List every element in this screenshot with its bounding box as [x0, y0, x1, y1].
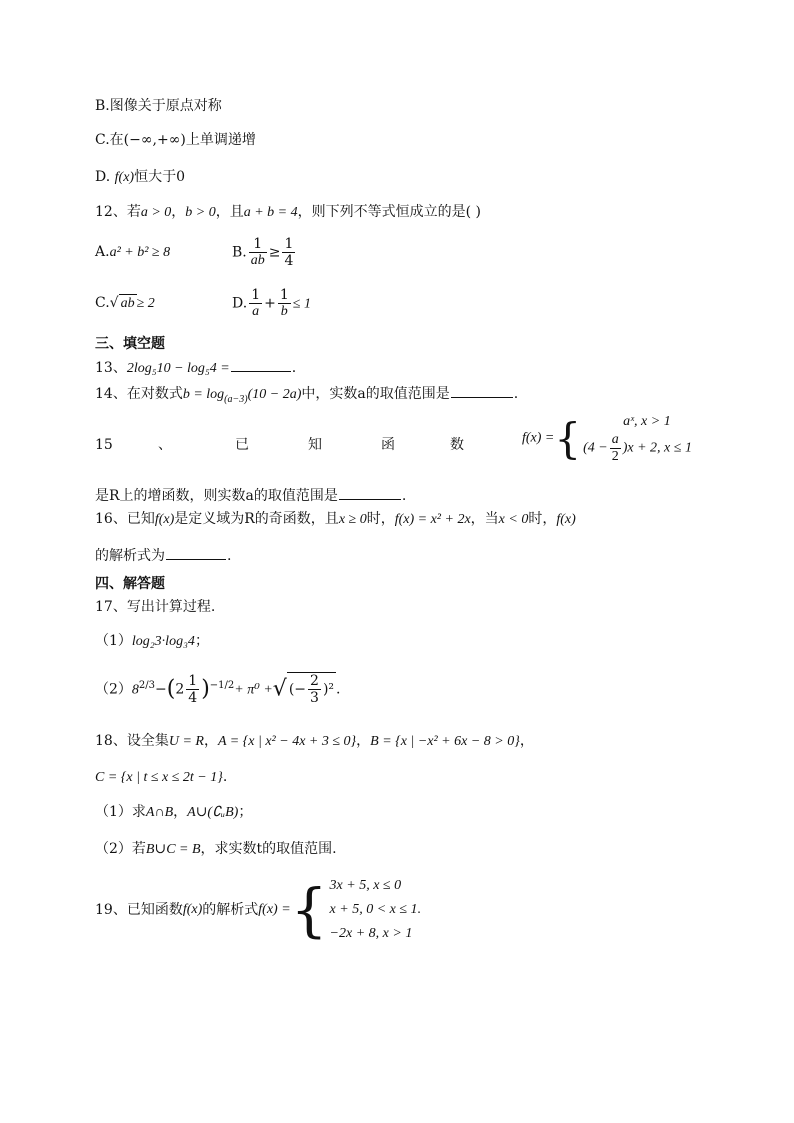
question-17: 17、写出计算过程. — [95, 599, 216, 615]
question-18-part1: （1）求A∩B，A∪(∁ᵤB)； — [95, 804, 253, 820]
q15-piecewise: f(x) ={ aˣ, x > 1 (4 − $\frac{a}{2}$ )x + 2, x ≤ 1 — [522, 413, 692, 464]
option-12-c: C.√ ab ≥ 2 — [95, 295, 155, 311]
fraction: $\frac{1}{b}$ — [279, 287, 289, 319]
question-17-part2: $(2)8^{2/3}-(2$ $\frac{1}{4}$ )$^{-1/2}$+ π⁰ +√ (− $\frac{2}{3}$ )² . — [95, 673, 341, 706]
question-18-set-c: C = {x | t ≤ x ≤ 2t − 1}. — [95, 769, 228, 785]
option-11-b: B.图像关于原点对称 — [95, 98, 222, 114]
question-19: 19、已知函数f(x)的解析式f(x) ={ 3x + 5, x ≤ 0 x + 5, 0 < x ≤ 1. −2x + 8, x > 1 — [95, 876, 422, 944]
sqrt-symbol: √ — [109, 295, 119, 311]
option-12-d: D. $\frac{1}{a}$ + $\frac{1}{b}$ ≤ 1 — [232, 287, 311, 319]
question-12: 12、若a > 0，b > 0，且a + b = 4，则下列不等式恒成立的是( ) — [95, 204, 482, 220]
left-brace: { — [290, 876, 328, 944]
question-14: 14、在对数式$b = \log_{(a-3)}(10 - 2a)$中，实数a的取值范围是 . — [95, 386, 519, 405]
option-11-d: D. f(x)恒大于0 — [95, 169, 185, 185]
section-title-fill-blank: 三、填空题 — [95, 336, 165, 352]
question-18-part2: （2）若B∪C = B，求实数t的取值范围. — [95, 841, 337, 857]
fraction: $\frac{a}{2}$ — [611, 432, 619, 464]
q15-word: 已 — [235, 437, 249, 453]
section-title-answer: 四、解答题 — [95, 576, 165, 592]
answer-blank[interactable] — [166, 546, 226, 560]
q15-word: 数 — [450, 437, 464, 453]
q15-word: 函 — [381, 437, 395, 453]
question-18: 18、设全集U = R，A = {x | x² − 4x + 3 ≤ 0}，B = {x | −x² + 6x − 8 > 0}， — [95, 733, 534, 749]
answer-blank[interactable] — [451, 384, 513, 398]
option-12-a: A.a² + b² ≥ 8 — [95, 244, 171, 260]
fraction: $\frac{1}{a}$ — [251, 287, 261, 319]
question-16: 16、已知f(x)是定义域为R的奇函数，且x ≥ 0时，f(x) = x² + 2x，当x < 0时，f(x) — [95, 511, 576, 527]
fraction: $\frac{2}{3}$ — [310, 673, 319, 706]
option-11-c: C.在(−∞,+∞)上单调递增 — [95, 132, 256, 148]
fraction: $\frac{1}{4}$ — [284, 236, 294, 269]
question-13: 13、2log₅10 − log₅4 = . — [95, 360, 297, 376]
question-17-part1: （1）log₂3·log₃4； — [95, 633, 209, 649]
answer-blank[interactable] — [339, 486, 401, 500]
answer-blank[interactable] — [231, 358, 291, 372]
question-15-line2: 是R上的增函数，则实数a的取值范围是 . — [95, 488, 407, 504]
left-brace: { — [554, 413, 582, 463]
sqrt-symbol: √ — [272, 676, 287, 702]
q15-word: 知 — [308, 437, 322, 453]
fraction: $\frac{1}{ab}$ — [250, 236, 265, 268]
fraction: $\frac{1}{4}$ — [188, 673, 198, 706]
q15-sep: 、 — [158, 437, 172, 453]
question-16-line2: 的解析式为 . — [95, 548, 232, 564]
question-15-prefix: 15 — [95, 437, 113, 453]
option-12-b: B. $\frac{1}{ab}$ ≥ $\frac{1}{4}$ — [232, 236, 294, 269]
